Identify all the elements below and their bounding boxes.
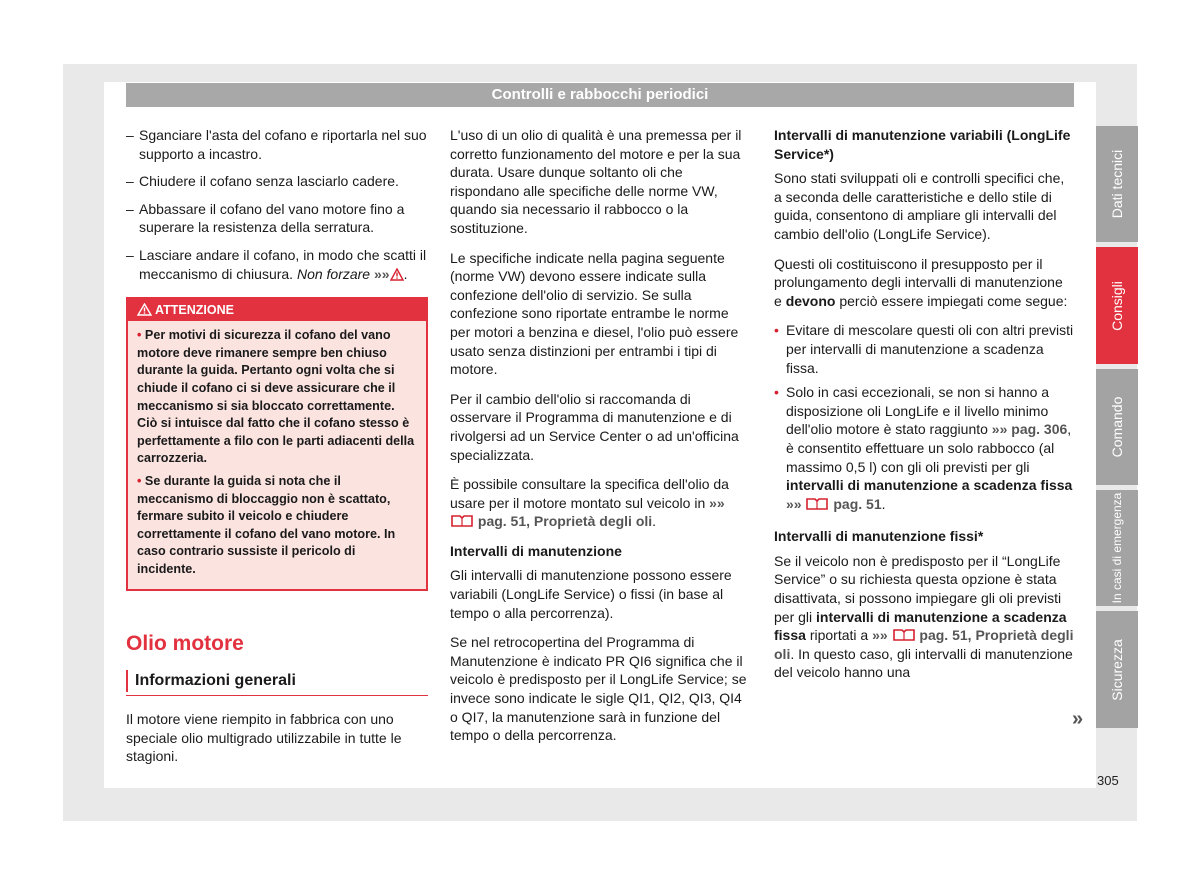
- paragraph: Se il veicolo non è predisposto per il “LongLife Service” o su richiesta questa opzione è stata disattivata, si possono impiegare gli oli previsti per gli intervalli di manutenzione a scadenza fissa riportati a »» pag. 51, Proprietà degli oli. In questo caso, gli intervalli di manutenzione del veicolo hanno una: [774, 552, 1074, 681]
- tab-consigli[interactable]: Consigli: [1096, 247, 1138, 364]
- page-link[interactable]: pag. 306: [1011, 421, 1068, 438]
- warning-title: ATTENZIONE: [155, 303, 234, 318]
- page-link[interactable]: pag. 51, Proprietà degli oli: [477, 513, 653, 530]
- intro-paragraph: Il motore viene riempito in fabbrica con uno speciale olio multigrado utilizzabile in tutte le stagioni.: [126, 711, 402, 765]
- paragraph: Sono stati sviluppati oli e controlli specifici che, a seconda delle caratteristiche e dello stile di guida, consentono di ampliare gli intervalli del cambio dell'olio (LongLife Service).: [774, 170, 1065, 242]
- page-header: Controlli e rabbocchi periodici: [126, 83, 1074, 107]
- paragraph: È possibile consultare la specifica dell'olio da usare per il motore montato sul veicolo in »» pag. 51, Proprietà degli oli.: [450, 476, 729, 530]
- warning-header: [128, 299, 426, 321]
- warning-triangle-icon[interactable]: [390, 268, 404, 281]
- column-2: [450, 126, 752, 756]
- paragraph: Le specifiche indicate nella pagina seguente (norme VW) devono essere indicate sulla confezione dell'olio di servizio. Se sulla confezione sono riportate entrambe le norme per motori a benzina e diesel, l'olio può essere usato senza distinzioni per entrambi i tipi di motore.: [450, 249, 739, 378]
- paragraph: Gli intervalli di manutenzione possono essere variabili (LongLife Service) o fissi (in base al tempo o alla percorrenza).: [450, 567, 732, 621]
- page-link[interactable]: pag. 51, Proprietà degli oli: [774, 627, 1074, 662]
- paragraph: Per il cambio dell'olio si raccomanda di osservare il Programma di manutenzione e di rivolgersi ad un Service Center o ad un'officina specializzata.: [450, 390, 739, 463]
- book-reference-icon[interactable]: [892, 627, 916, 642]
- step-item: – Sganciare l'asta del cofano e riportarla nel suo supporto a incastro.: [126, 127, 427, 162]
- warning-box: [126, 297, 428, 591]
- step-item: – Lasciare andare il cofano, in modo che scatti il meccanismo di chiusura. Non forzare »» .: [126, 246, 427, 282]
- heading-intervals: Intervalli di manutenzione: [450, 542, 622, 559]
- column-1: [126, 126, 428, 777]
- tab-comando[interactable]: Comando: [1096, 369, 1138, 485]
- step-item: – Chiudere il cofano senza lasciarlo cadere.: [126, 173, 399, 190]
- heading-variable-intervals: Intervalli di manutenzione variabili (LongLife Service*): [774, 127, 1071, 162]
- bullet-item: • Evitare di mescolare questi oli con altri previsti per intervalli di manutenzione a scadenza fissa.: [774, 322, 1074, 376]
- paragraph: Questi oli costituiscono il presupposto per il prolungamento degli intervalli di manutenzione e devono perciò essere impiegati come segue:: [774, 255, 1068, 309]
- warning-item: • Per motivi di sicurezza il cofano del vano motore deve rimanere sempre ben chiuso durante la guida. Pertanto ogni volta che si chiude il cofano ci si deve assicurare che il meccanismo si sia bloccato correttamente. Ciò si intuisce dal fatto che il cofano stesso è perfettamente a filo con le parti adiacenti della carrozzeria.: [137, 328, 415, 466]
- warning-body: [128, 321, 426, 589]
- book-reference-icon[interactable]: [805, 496, 829, 511]
- cross-ref-arrow[interactable]: »»: [991, 421, 1008, 438]
- warning-triangle-icon: [137, 303, 152, 316]
- tab-in-casi-di-emergenza[interactable]: In casi di emergenza: [1096, 490, 1138, 606]
- step-item: – Abbassare il cofano del vano motore fino a superare la resistenza della serratura.: [126, 200, 405, 236]
- heading-fixed-intervals: Intervalli di manutenzione fissi*: [774, 528, 984, 545]
- tab-sicurezza[interactable]: Sicurezza: [1096, 611, 1138, 728]
- tab-dati-tecnici[interactable]: Dati tecnici: [1096, 126, 1138, 242]
- cross-ref-arrow[interactable]: »»: [374, 265, 390, 282]
- paragraph: Se nel retrocopertina del Programma di Manutenzione è indicato PR QI6 significa che il veicolo è predisposto per il LongLife Service; se invece sono indicate le sigle QI1, QI2, QI3, QI4 o QI7, la manutenzione sarà in funzione del tempo o della percorrenza.: [450, 634, 747, 744]
- book-reference-icon[interactable]: [450, 513, 474, 528]
- subsection-heading: Informazioni generali: [126, 670, 428, 696]
- continue-arrow-icon: »: [1072, 708, 1084, 730]
- column-3: [774, 126, 1074, 693]
- paragraph: L'uso di un olio di qualità è una premessa per il corretto funzionamento del motore e per la sua durata. Usare dunque soltanto oli che rispondano alle specifiche delle norme VW, quando sia necessario il rabbocco o la sostituzione.: [450, 127, 742, 236]
- cross-ref-arrow[interactable]: »»: [872, 627, 888, 644]
- warning-item: • Se durante la guida si nota che il meccanismo di bloccaggio non è scattato, fermare subito il veicolo e chiudere correttamente il cofano del vano motore. In caso contrario sussiste il pericolo di incidente.: [137, 473, 396, 576]
- page-number: 305: [1097, 773, 1119, 788]
- cross-ref-arrow[interactable]: »»: [709, 494, 725, 511]
- page-link[interactable]: pag. 51: [833, 495, 882, 512]
- section-title: Olio motore: [126, 632, 244, 656]
- bullet-item: • Solo in casi eccezionali, se non si hanno a disposizione oli LongLife e il livello minimo dell'olio motore è stato raggiunto »» pag. 306, è consentito effettuare un solo rabbocco (al massimo 0,5 l) con gli oli previsti per gli intervalli di manutenzione a scadenza fissa »» pag. 51.: [774, 384, 1073, 512]
- cross-ref-arrow[interactable]: »»: [786, 495, 802, 512]
